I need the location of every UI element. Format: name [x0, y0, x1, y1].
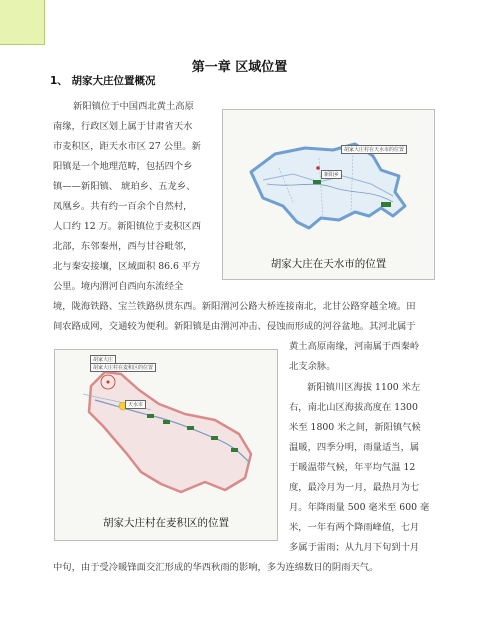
tianshui-map-graphic [223, 110, 434, 279]
body-line: 新阳镇川区海拔 1100 米左 [307, 382, 421, 393]
map2-village-label: 胡家大庄 [90, 355, 116, 364]
body-line: 度，最冷月为一月，最热月为七 [289, 482, 420, 493]
map1-inset-label: 胡家大庄村在天水市的位置 [341, 145, 407, 154]
body-line: 北部，东邻秦州，西与甘谷毗邻， [53, 241, 193, 252]
map1-caption: 胡家大庄在天水市的位置 [270, 258, 387, 270]
body-line: 凤凰乡。共有约一百余个自然村， [53, 201, 193, 212]
body-line: 南缘，行政区划上属于甘肃省天水 [53, 121, 193, 132]
body-line: 新阳镇位于中国西北黄土高原 [73, 101, 194, 112]
body-line: 于暖温带气候，年平均气温 12 [289, 462, 416, 473]
body-line: 黄土高原南缘，河南属于西秦岭 [289, 341, 420, 352]
body-line: 米，一年有两个降雨峰值，七月 [289, 522, 420, 533]
body-line: 月。年降雨量 500 毫米至 600 毫 [289, 502, 430, 513]
body-line: 米至 1800 米之间，新阳镇气候 [289, 422, 421, 433]
chapter-title: 第一章 区域位置 [191, 60, 288, 75]
body-line: 温暖，四季分明，雨量适当，属 [289, 442, 420, 453]
map-maiji [54, 349, 278, 541]
corner-marker [0, 0, 45, 45]
maiji-map-graphic [55, 350, 277, 540]
body-line: 阳镇是一个地理范畴，包括四个乡 [53, 161, 193, 172]
map-tianshui [222, 109, 435, 280]
map2-caption: 胡家大庄村在麦积区的位置 [103, 517, 229, 529]
body-line: 公里。境内渭河自西向东流经全 [53, 281, 184, 292]
body-line: 市麦积区，距天水市区 27 公里。新 [53, 141, 201, 152]
section-heading: 1、 胡家大庄位置概况 [50, 75, 156, 87]
body-line: 境，陇海铁路、宝兰铁路纵贯东西。新阳渭河公路大桥连接南北，北甘公路穿越全境。田 [53, 301, 416, 312]
body-line: 右，南北山区海拔高度在 1300 [289, 402, 418, 413]
body-line: 北支余脉。 [289, 361, 336, 372]
body-line: 间农路成网，交通较为便利。新阳镇是由渭河冲击、侵蚀而形成的河谷盆地。其河北属于 [53, 321, 416, 332]
body-line: 中旬，由于受冷暖锋面交汇形成的华西秋雨的影响，多为连绵数日的阴雨天气。 [53, 562, 379, 573]
body-line: 镇——新阳镇、 琥珀乡、五龙乡、 [53, 181, 196, 192]
body-line: 人口约 12 万。新阳镇位于麦积区西 [53, 221, 201, 232]
map2-inset-label: 胡家大庄村在麦积区的位置 [90, 363, 156, 372]
map2-city-label: 天水市 [125, 400, 146, 409]
body-line: 北与秦安接壤，区域面积 86.6 平方 [53, 261, 201, 272]
body-line: 多属于雷雨；从九月下旬到十月 [289, 542, 420, 553]
map1-town-label: 新阳乡 [321, 170, 342, 179]
